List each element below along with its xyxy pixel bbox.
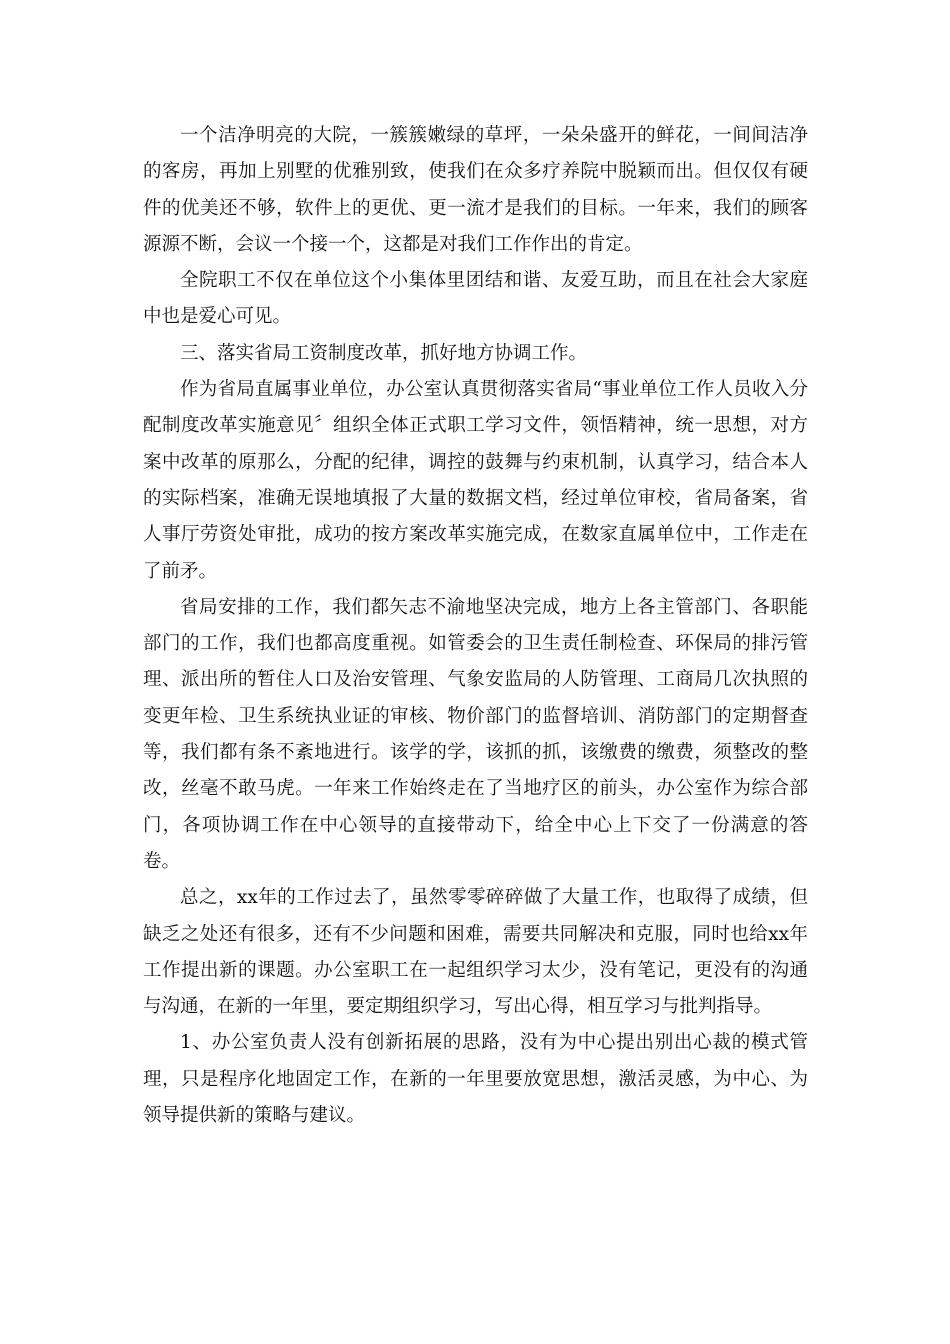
paragraph-local-coordination: 省局安排的工作，我们都矢志不渝地坚决完成，地方上各主管部门、各职能部门的工作，我们也都高度重视。如管委会的卫生责任制检查、环保局的排污管理、派出所的暂住人口及治安管理、气象安监局的人防管理、工商局几次执照的变更年检、卫生系统执业证的审核、物价部门的监督培训、消防部门的定期督查等，我们都有条不紊地进行。该学的学，该抓的抓，该缴费的缴费，须整改的整改，丝毫不敢马虎。一年来工作始终走在了当地疗区的前头，办公室作为综合部门，各项协调工作在中心领导的直接带动下，给全中心上下交了一份满意的答卷。 bbox=[143, 596, 808, 872]
paragraph-staff-unity: 全院职工不仅在单位这个小集体里团结和谐、友爱互助，而且在社会大家庭中也是爱心可见。 bbox=[143, 270, 808, 328]
paragraph-courtyard: 一个洁净明亮的大院，一簇簇嫩绿的草坪，一朵朵盛开的鲜花，一间间洁净的客房，再加上别墅的优雅别致，使我们在众多疗养院中脱颖而出。但仅仅有硬件的优美还不够，软件上的更优、更一流才是我们的目标。一年来，我们的顾客源源不断，会议一个接一个，这都是对我们工作作出的肯定。 bbox=[143, 125, 808, 255]
document-page bbox=[143, 118, 808, 1134]
paragraph-summary: 总之，xx年的工作过去了，虽然零零碎碎做了大量工作，也取得了成绩，但缺乏之处还有很多，还有不少问题和困难，需要共同解决和克服，同时也给xx年工作提出新的课题。办公室职工在一起组织学习太少，没有笔记，更没有的沟通与沟通，在新的一年里，要定期组织学习，写出心得，相互学习与批判指导。 bbox=[143, 887, 808, 1018]
paragraph-salary-reform: 作为省局直属事业单位，办公室认真贯彻落实省局“事业单位工作人员收入分配制度改革实施意见〞组织全体正式职工学习文件，领悟精神，统一思想，对方案中改革的原那么，分配的纪律，调控的鼓舞与约束机制，认真学习，结合本人的实际档案，准确无误地填报了大量的数据文档，经过单位审校，省局备案，省人事厅劳资处审批，成功的按方案改革实施完成，在数家直属单位中，工作走在了前矛。 bbox=[143, 379, 808, 582]
paragraph-item-1: 1、办公室负责人没有创新拓展的思路，没有为中心提出别出心裁的模式管理，只是程序化地固定工作，在新的一年里要放宽思想，激活灵感，为中心、为领导提供新的策略与建议。 bbox=[143, 1032, 808, 1127]
section-heading-salary-reform: 三、落实省局工资制度改革，抓好地方协调工作。 bbox=[180, 342, 588, 364]
